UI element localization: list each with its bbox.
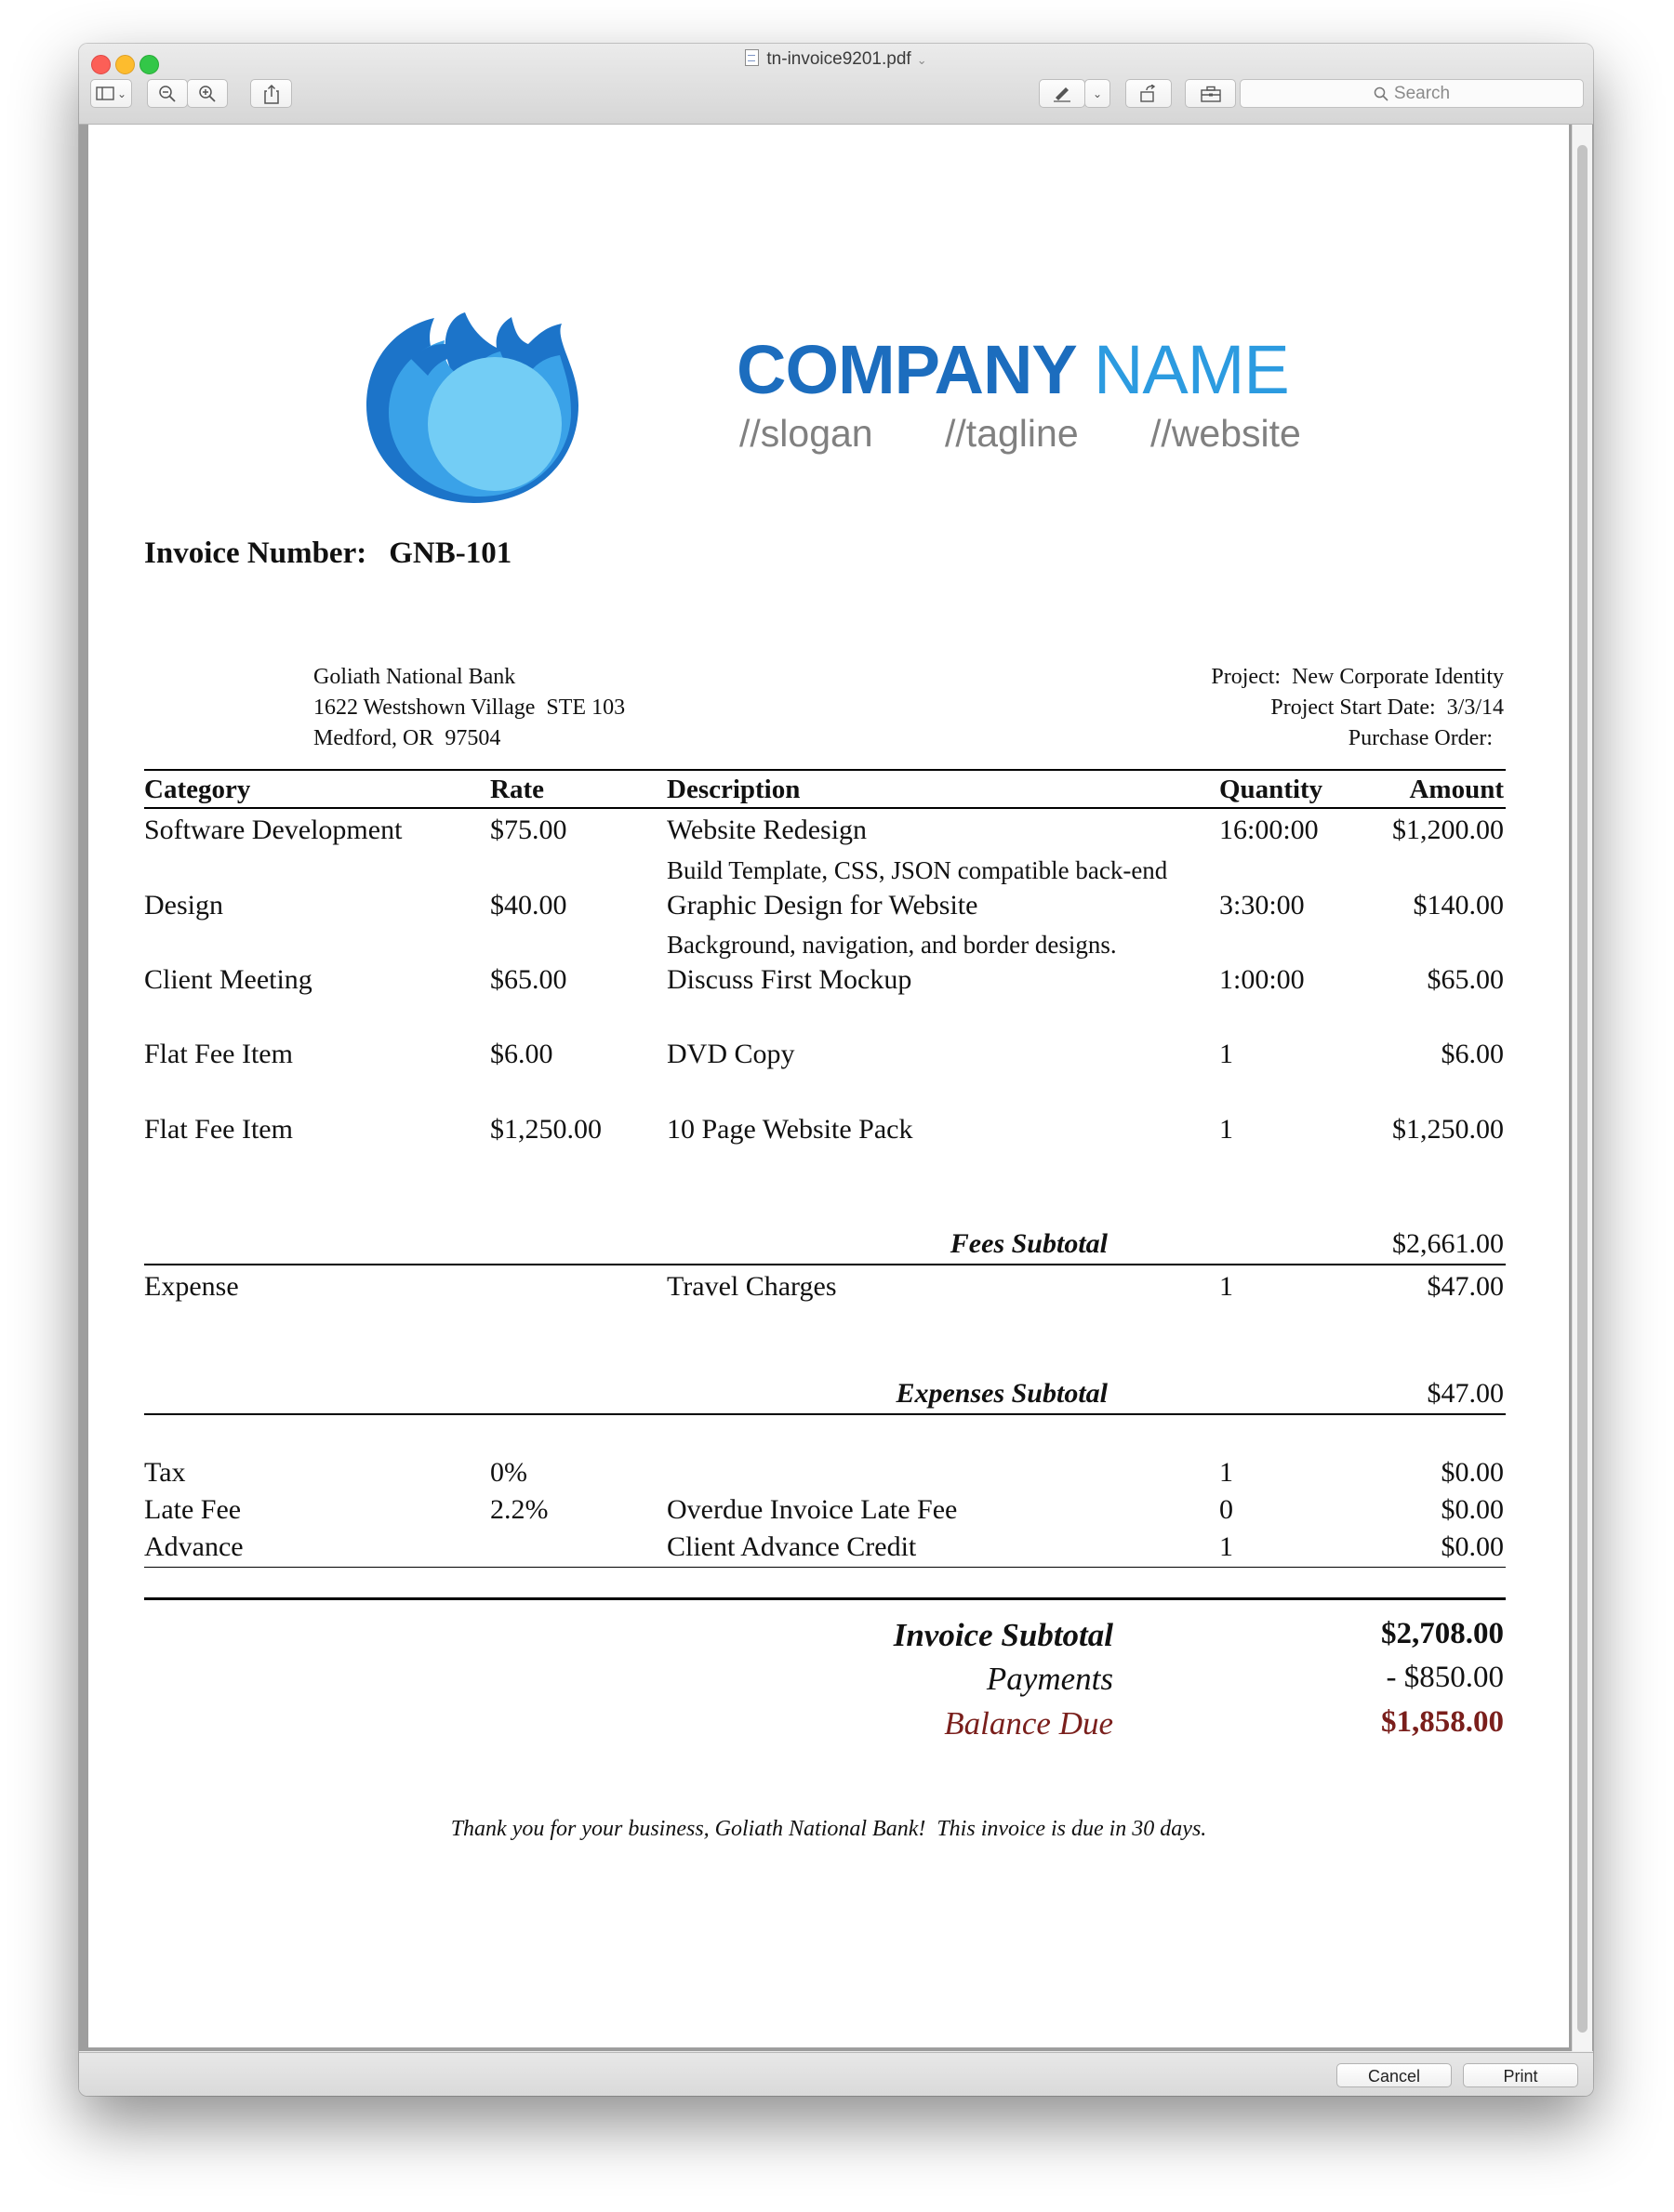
row-amount: $47.00 — [1427, 1271, 1504, 1302]
purchase-order: Purchase Order: — [1348, 726, 1493, 750]
row-quantity: 1 — [1219, 1271, 1233, 1302]
row-description: 10 Page Website Pack — [667, 1114, 913, 1145]
row-rate: $65.00 — [490, 964, 567, 995]
pdf-file-icon — [745, 49, 759, 66]
project-info — [1211, 662, 1504, 754]
row-category: Software Development — [144, 815, 403, 845]
header-description: Description — [667, 775, 801, 804]
markup-menu-button[interactable] — [1084, 79, 1110, 108]
share-icon — [263, 84, 280, 104]
invoice-subtotal-label: Invoice Subtotal — [893, 1617, 1113, 1653]
row-quantity: 1 — [1219, 1114, 1233, 1145]
table-top-rule — [144, 769, 1506, 771]
row-rate: $1,250.00 — [490, 1114, 602, 1145]
row-quantity: 1:00:00 — [1219, 964, 1305, 995]
client-address-line2: Medford, OR 97504 — [313, 726, 501, 750]
zoom-in-icon — [198, 85, 217, 103]
fees-subtotal-value: $2,661.00 — [1392, 1228, 1504, 1259]
sidebar-icon — [96, 86, 114, 100]
row-description: Client Advance Credit — [667, 1531, 917, 1562]
invoice-number-label: Invoice Number: — [144, 536, 367, 570]
balance-due-label: Balance Due — [944, 1705, 1113, 1742]
zoom-out-icon — [158, 85, 177, 103]
sidebar-toggle-button[interactable] — [90, 79, 132, 108]
header-quantity: Quantity — [1219, 775, 1323, 804]
zoom-out-button[interactable] — [147, 79, 188, 108]
search-field[interactable] — [1240, 79, 1584, 108]
payments-value: - $850.00 — [1386, 1661, 1504, 1694]
row-description: Overdue Invoice Late Fee — [667, 1494, 958, 1525]
row-category: Advance — [144, 1531, 244, 1562]
row-category: Flat Fee Item — [144, 1114, 293, 1145]
rotate-button[interactable] — [1125, 79, 1172, 108]
document-title[interactable] — [79, 49, 1593, 70]
client-name: Goliath National Bank — [313, 665, 516, 689]
logo-tagline: //tagline — [945, 412, 1079, 455]
vertical-scrollbar[interactable] — [1572, 125, 1592, 2051]
print-button[interactable]: Print — [1463, 2063, 1578, 2087]
client-address — [313, 662, 625, 754]
toolbox-icon — [1200, 86, 1222, 102]
chevron-down-icon: ⌄ — [116, 86, 127, 100]
row-amount: $0.00 — [1441, 1457, 1504, 1488]
row-amount: $0.00 — [1441, 1494, 1504, 1525]
company-logo-mark — [355, 303, 592, 517]
expenses-subtotal-rule — [144, 1413, 1506, 1415]
payments-label: Payments — [986, 1661, 1113, 1697]
invoice-number — [144, 536, 512, 571]
zoom-in-button[interactable] — [187, 79, 228, 108]
chevron-down-icon: ⌄ — [916, 53, 927, 67]
header-rate: Rate — [490, 775, 544, 804]
row-description: DVD Copy — [667, 1039, 795, 1069]
company-logo — [355, 312, 1301, 484]
search-icon — [1374, 86, 1388, 101]
row-description: Website Redesign — [667, 815, 868, 845]
row-amount: $1,250.00 — [1392, 1114, 1504, 1145]
row-description: Graphic Design for Website — [667, 890, 978, 921]
company-name-word2: NAME — [1093, 331, 1289, 408]
expenses-subtotal-value: $47.00 — [1427, 1378, 1504, 1409]
project-name: Project: New Corporate Identity — [1211, 665, 1504, 689]
invoice-page — [88, 125, 1569, 2047]
rotate-icon — [1138, 85, 1159, 103]
row-amount: $1,200.00 — [1392, 815, 1504, 845]
thank-you-note: Thank you for your business, Goliath National Bank! This invoice is due in 30 days. — [450, 1817, 1207, 1841]
row-note: Build Template, CSS, JSON compatible back-end — [667, 856, 1168, 884]
totals-rule — [144, 1597, 1506, 1600]
expenses-subtotal-label: Expenses Subtotal — [896, 1378, 1108, 1409]
row-category: Expense — [144, 1271, 239, 1302]
logo-slogan: //slogan — [739, 412, 873, 455]
row-quantity: 1 — [1219, 1039, 1233, 1069]
pen-icon — [1052, 86, 1072, 102]
row-rate: 0% — [490, 1457, 527, 1488]
adjustments-rule — [144, 1567, 1506, 1568]
row-quantity: 1 — [1219, 1457, 1233, 1488]
balance-due-value: $1,858.00 — [1381, 1705, 1504, 1739]
row-quantity: 1 — [1219, 1531, 1233, 1562]
fees-subtotal-rule — [144, 1264, 1506, 1265]
preview-window — [79, 44, 1593, 2096]
title-bar — [79, 44, 1593, 125]
invoice-number-value: GNB-101 — [389, 536, 512, 570]
row-description: Discuss First Mockup — [667, 964, 912, 995]
header-amount: Amount — [1409, 775, 1504, 804]
fees-subtotal-label: Fees Subtotal — [950, 1228, 1108, 1259]
client-address-line1: 1622 Westshown Village STE 103 — [313, 695, 626, 720]
row-category: Tax — [144, 1457, 186, 1488]
row-category: Flat Fee Item — [144, 1039, 293, 1069]
row-quantity: 16:00:00 — [1219, 815, 1319, 845]
row-category: Client Meeting — [144, 964, 312, 995]
company-name-word1: COMPANY — [737, 331, 1076, 408]
share-button[interactable] — [250, 79, 292, 108]
row-category: Late Fee — [144, 1494, 242, 1525]
row-category: Design — [144, 890, 223, 921]
row-rate: $40.00 — [490, 890, 567, 921]
company-name — [737, 333, 1289, 407]
document-title-text: tn-invoice9201.pdf — [766, 49, 911, 69]
row-note: Background, navigation, and border designs. — [667, 931, 1117, 959]
project-start-date: Project Start Date: 3/3/14 — [1270, 695, 1504, 720]
logo-website: //website — [1150, 412, 1301, 455]
markup-button[interactable] — [1039, 79, 1085, 108]
table-header-rule — [144, 807, 1506, 809]
row-quantity: 3:30:00 — [1219, 890, 1305, 921]
logo-tagline-row — [739, 412, 1359, 456]
search-placeholder: Search — [1393, 83, 1451, 103]
document-viewport[interactable] — [79, 125, 1593, 2051]
row-rate: $6.00 — [490, 1039, 553, 1069]
chevron-down-icon: ⌄ — [1092, 86, 1103, 100]
row-amount: $65.00 — [1427, 964, 1504, 995]
cancel-button[interactable]: Cancel — [1336, 2063, 1452, 2087]
row-amount: $140.00 — [1413, 890, 1504, 921]
header-category: Category — [144, 775, 251, 804]
row-amount: $6.00 — [1441, 1039, 1504, 1069]
invoice-subtotal-value: $2,708.00 — [1381, 1617, 1504, 1650]
row-rate: 2.2% — [490, 1494, 549, 1525]
print-sheet-bar — [79, 2052, 1593, 2096]
row-amount: $0.00 — [1441, 1531, 1504, 1562]
row-rate: $75.00 — [490, 815, 567, 845]
row-quantity: 0 — [1219, 1494, 1233, 1525]
row-description: Travel Charges — [667, 1271, 837, 1302]
toolbox-button[interactable] — [1185, 79, 1236, 108]
scrollbar-thumb[interactable] — [1577, 145, 1588, 2033]
